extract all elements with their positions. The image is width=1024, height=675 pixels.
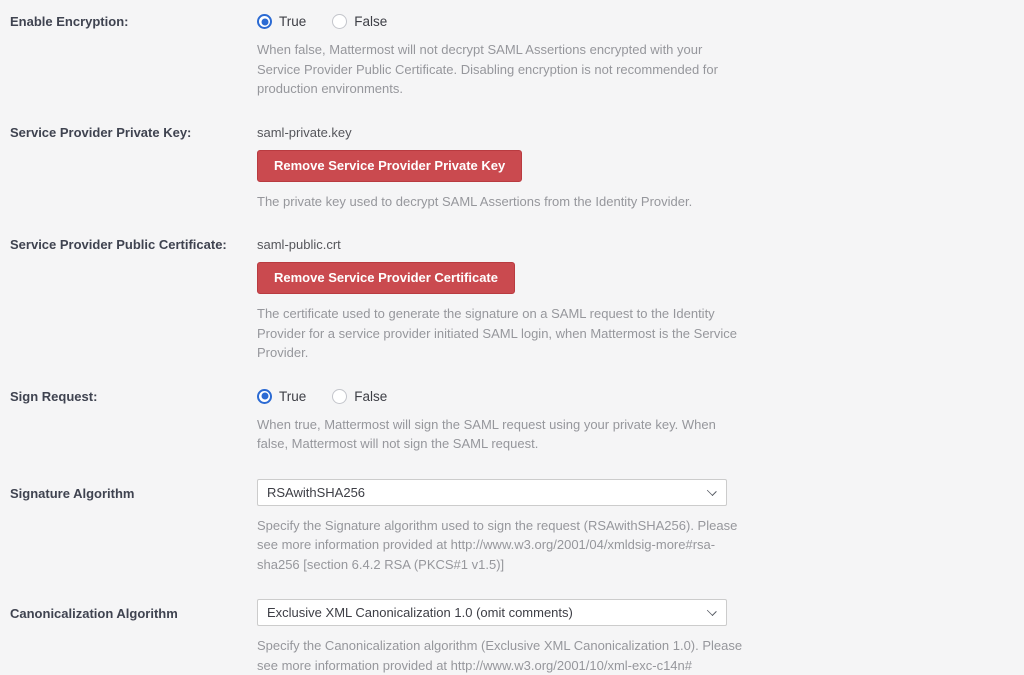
- setting-enable-encryption: [10, 13, 1024, 99]
- signature-algorithm-select-wrap: [257, 479, 727, 506]
- radio-true-label: True: [279, 14, 307, 29]
- sign-request-help-text: When true, Mattermost will sign the SAML request using your private key. When false, Mattermost will not sign the SAML request.: [257, 416, 716, 451]
- enable-encryption-help-text: When false, Mattermost will not decrypt SAML Assertions encrypted with your Service Provider Public Certificate. Disabling encryption is not recommended for production environments.: [257, 42, 718, 96]
- public-certificate-content: [257, 236, 743, 363]
- sign-request-radio-group: [257, 388, 743, 405]
- canonicalization-algorithm-select-wrap: [257, 599, 727, 626]
- signature-algorithm-help-text: Specify the Signature algorithm used to sign the request (RSAwithSHA256). Please see more information provided at http://www.w3.org/2001/04/xmldsig-more#rsa-sha256 [section 6.4.2 RSA (PKCS#1 v1.5)]: [257, 517, 738, 572]
- setting-sign-request: [10, 388, 1024, 454]
- public-certificate-label: Service Provider Public Certificate:: [10, 237, 227, 252]
- canonicalization-algorithm-content: [257, 599, 743, 675]
- signature-algorithm-select[interactable]: [257, 479, 727, 506]
- setting-signature-algorithm: [10, 479, 1024, 575]
- enable-encryption-content: [257, 13, 743, 99]
- private-key-label: Service Provider Private Key:: [10, 124, 192, 140]
- enable-encryption-radio-true[interactable]: [257, 14, 306, 29]
- enable-encryption-radio-group: [257, 13, 743, 30]
- radio-selected-icon: [257, 389, 272, 404]
- enable-encryption-label: Enable Encryption:: [10, 14, 129, 29]
- radio-false-label: False: [354, 388, 388, 404]
- canonicalization-algorithm-select[interactable]: [257, 599, 727, 626]
- setting-service-provider-public-certificate: [10, 236, 1024, 363]
- private-key-help-text: The private key used to decrypt SAML Assertions from the Identity Provider.: [257, 193, 693, 209]
- remove-private-key-button[interactable]: Remove Service Provider Private Key: [257, 150, 522, 182]
- radio-true-label: True: [279, 388, 307, 404]
- private-key-filename: saml-private.key: [257, 124, 352, 140]
- canonicalization-algorithm-label: Canonicalization Algorithm: [10, 606, 178, 621]
- radio-unselected-icon: [332, 14, 347, 29]
- signature-algorithm-label: Signature Algorithm: [10, 485, 135, 501]
- radio-unselected-icon: [332, 389, 347, 404]
- signature-algorithm-content: [257, 479, 743, 575]
- remove-certificate-button[interactable]: Remove Service Provider Certificate: [257, 262, 515, 294]
- public-certificate-help-text: The certificate used to generate the signature on a SAML request to the Identity Provider for a service provider initiated SAML login, when Mattermost is the Service Provider.: [257, 306, 737, 360]
- private-key-content: [257, 124, 743, 212]
- sign-request-radio-false[interactable]: [332, 389, 387, 404]
- setting-canonicalization-algorithm: [10, 599, 1024, 675]
- radio-selected-icon: [257, 14, 272, 29]
- public-certificate-filename: saml-public.crt: [257, 237, 341, 252]
- canonicalization-algorithm-help-text: Specify the Canonicalization algorithm (Exclusive XML Canonicalization 1.0). Please see more information provided at http://www.w3.org/2001/10/xml-exc-c14n#: [257, 638, 743, 673]
- enable-encryption-radio-false[interactable]: [332, 14, 387, 29]
- sign-request-label: Sign Request:: [10, 388, 98, 404]
- radio-false-label: False: [354, 14, 388, 29]
- sign-request-radio-true[interactable]: [257, 389, 306, 404]
- sign-request-content: [257, 388, 743, 454]
- setting-service-provider-private-key: [10, 124, 1024, 212]
